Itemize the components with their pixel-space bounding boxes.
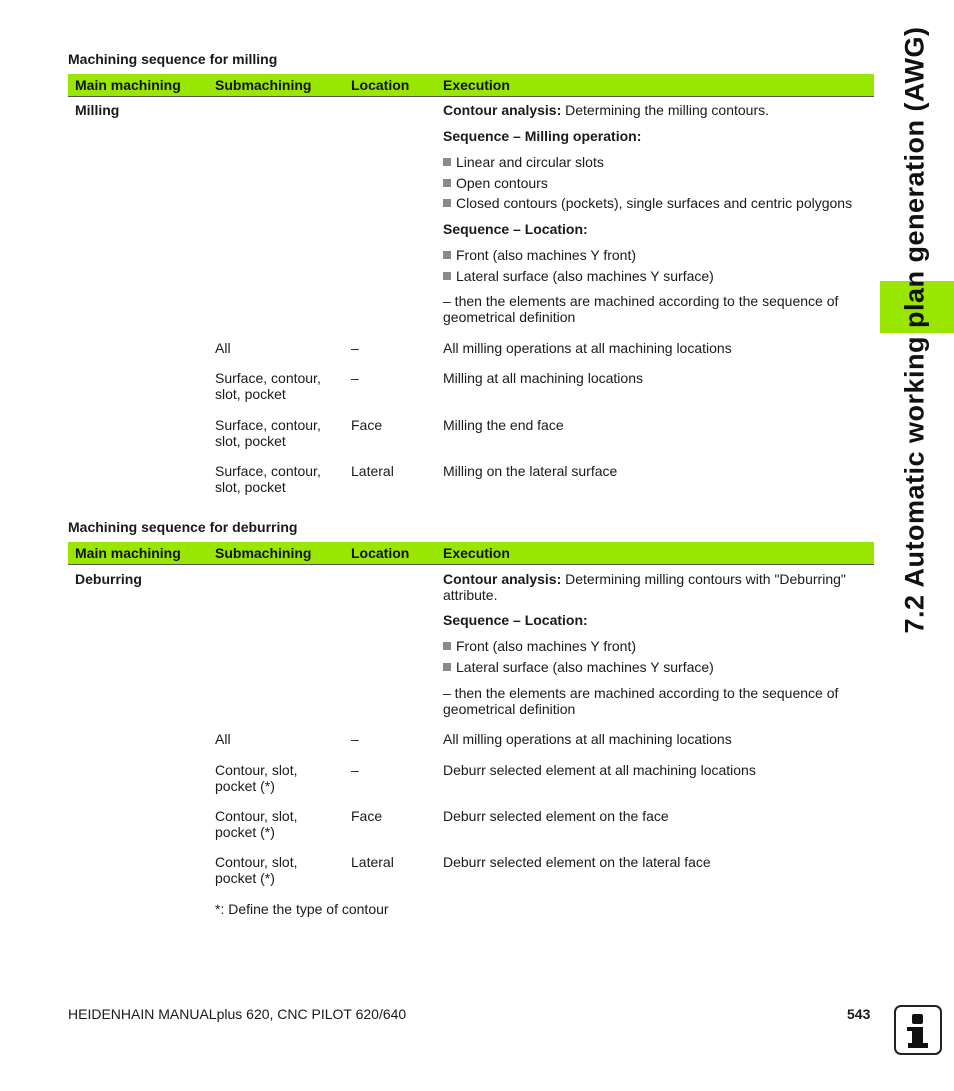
bullet-square-icon — [443, 642, 451, 650]
deburring-then-text-2: geometrical definition — [443, 701, 576, 717]
bullet-square-icon — [443, 199, 451, 207]
deburring-section-title: Machining sequence for deburring — [68, 519, 298, 535]
table-cell-exec: Deburr selected element on the face — [443, 808, 669, 824]
table-cell-exec: Deburr selected element on the lateral face — [443, 854, 711, 870]
deburring-main-label: Deburring — [75, 571, 142, 587]
list-item: Closed contours (pockets), single surfaces and centric polygons — [443, 195, 852, 211]
milling-seq-loc-label: Sequence – Location: — [443, 221, 588, 237]
header-execution: Execution — [443, 77, 510, 93]
deburring-then-text-1: – then the elements are machined according to the sequence of — [443, 685, 839, 701]
footer-text: HEIDENHAIN MANUALplus 620, CNC PILOT 620/640 — [68, 1006, 407, 1022]
table-cell-loc: Lateral — [351, 463, 394, 479]
table-cell-sub: slot, pocket — [215, 433, 286, 449]
deburring-seq-loc-label: Sequence – Location: — [443, 612, 588, 628]
milling-then-text-2: geometrical definition — [443, 309, 576, 325]
header-location: Location — [351, 545, 410, 561]
header-execution: Execution — [443, 545, 510, 561]
table-cell-loc: Face — [351, 808, 383, 824]
table-cell-exec: Milling at all machining locations — [443, 370, 643, 386]
header-submachining: Submachining — [215, 545, 312, 561]
milling-section-title: Machining sequence for milling — [68, 51, 278, 67]
table-cell-sub: Surface, contour, — [215, 463, 321, 479]
header-main-machining: Main machining — [75, 545, 181, 561]
table-cell-sub: Contour, slot, — [215, 762, 298, 778]
list-item: Front (also machines Y front) — [443, 638, 636, 654]
page-number: 543 — [847, 1006, 871, 1022]
deburring-table-header — [68, 542, 874, 565]
table-cell-exec: All milling operations at all machining locations — [443, 731, 732, 747]
milling-contour-analysis: Contour analysis: Determining the milling contours. — [443, 102, 770, 118]
list-item: Open contours — [443, 175, 548, 191]
list-item: Front (also machines Y front) — [443, 247, 636, 263]
list-item: Linear and circular slots — [443, 154, 604, 170]
info-icon — [894, 1005, 942, 1055]
milling-main-label: Milling — [75, 102, 120, 118]
table-cell-loc: – — [351, 340, 359, 356]
table-cell-loc: Lateral — [351, 854, 394, 870]
table-cell-sub: Surface, contour, — [215, 417, 321, 433]
table-cell-sub: slot, pocket — [215, 386, 286, 402]
table-cell-exec: Milling on the lateral surface — [443, 463, 618, 479]
table-cell-sub: pocket (*) — [215, 824, 275, 840]
chapter-title: 7.2 Automatic working plan generation (AWG) — [899, 26, 930, 634]
table-cell-sub: pocket (*) — [215, 778, 275, 794]
list-item: Lateral surface (also machines Y surface) — [443, 268, 714, 284]
table-cell-sub: slot, pocket — [215, 479, 286, 495]
table-cell-sub: Contour, slot, — [215, 854, 298, 870]
table-cell-exec: Milling the end face — [443, 417, 564, 433]
table-cell-exec: All milling operations at all machining locations — [443, 340, 732, 356]
header-location: Location — [351, 77, 410, 93]
table-cell-sub: Contour, slot, — [215, 808, 298, 824]
table-cell-sub: Surface, contour, — [215, 370, 321, 386]
bullet-square-icon — [443, 158, 451, 166]
milling-seq-op-label: Sequence – Milling operation: — [443, 128, 642, 144]
table-cell-loc: – — [351, 762, 359, 778]
table-cell-sub: All — [215, 731, 231, 747]
bullet-square-icon — [443, 179, 451, 187]
table-cell-loc: Face — [351, 417, 383, 433]
header-submachining: Submachining — [215, 77, 312, 93]
bullet-square-icon — [443, 272, 451, 280]
bullet-square-icon — [443, 251, 451, 259]
footnote: *: Define the type of contour — [215, 901, 389, 917]
deburring-contour-analysis: Contour analysis: Determining milling contours with "Deburring" — [443, 571, 846, 587]
milling-then-text-1: – then the elements are machined according to the sequence of — [443, 293, 839, 309]
table-cell-sub: All — [215, 340, 231, 356]
list-item: Lateral surface (also machines Y surface) — [443, 659, 714, 675]
table-cell-exec: Deburr selected element at all machining locations — [443, 762, 756, 778]
header-main-machining: Main machining — [75, 77, 181, 93]
table-cell-sub: pocket (*) — [215, 870, 275, 886]
milling-table-header — [68, 74, 874, 97]
table-cell-loc: – — [351, 370, 359, 386]
bullet-square-icon — [443, 663, 451, 671]
table-cell-loc: – — [351, 731, 359, 747]
deburring-contour-analysis-2: attribute. — [443, 587, 498, 603]
